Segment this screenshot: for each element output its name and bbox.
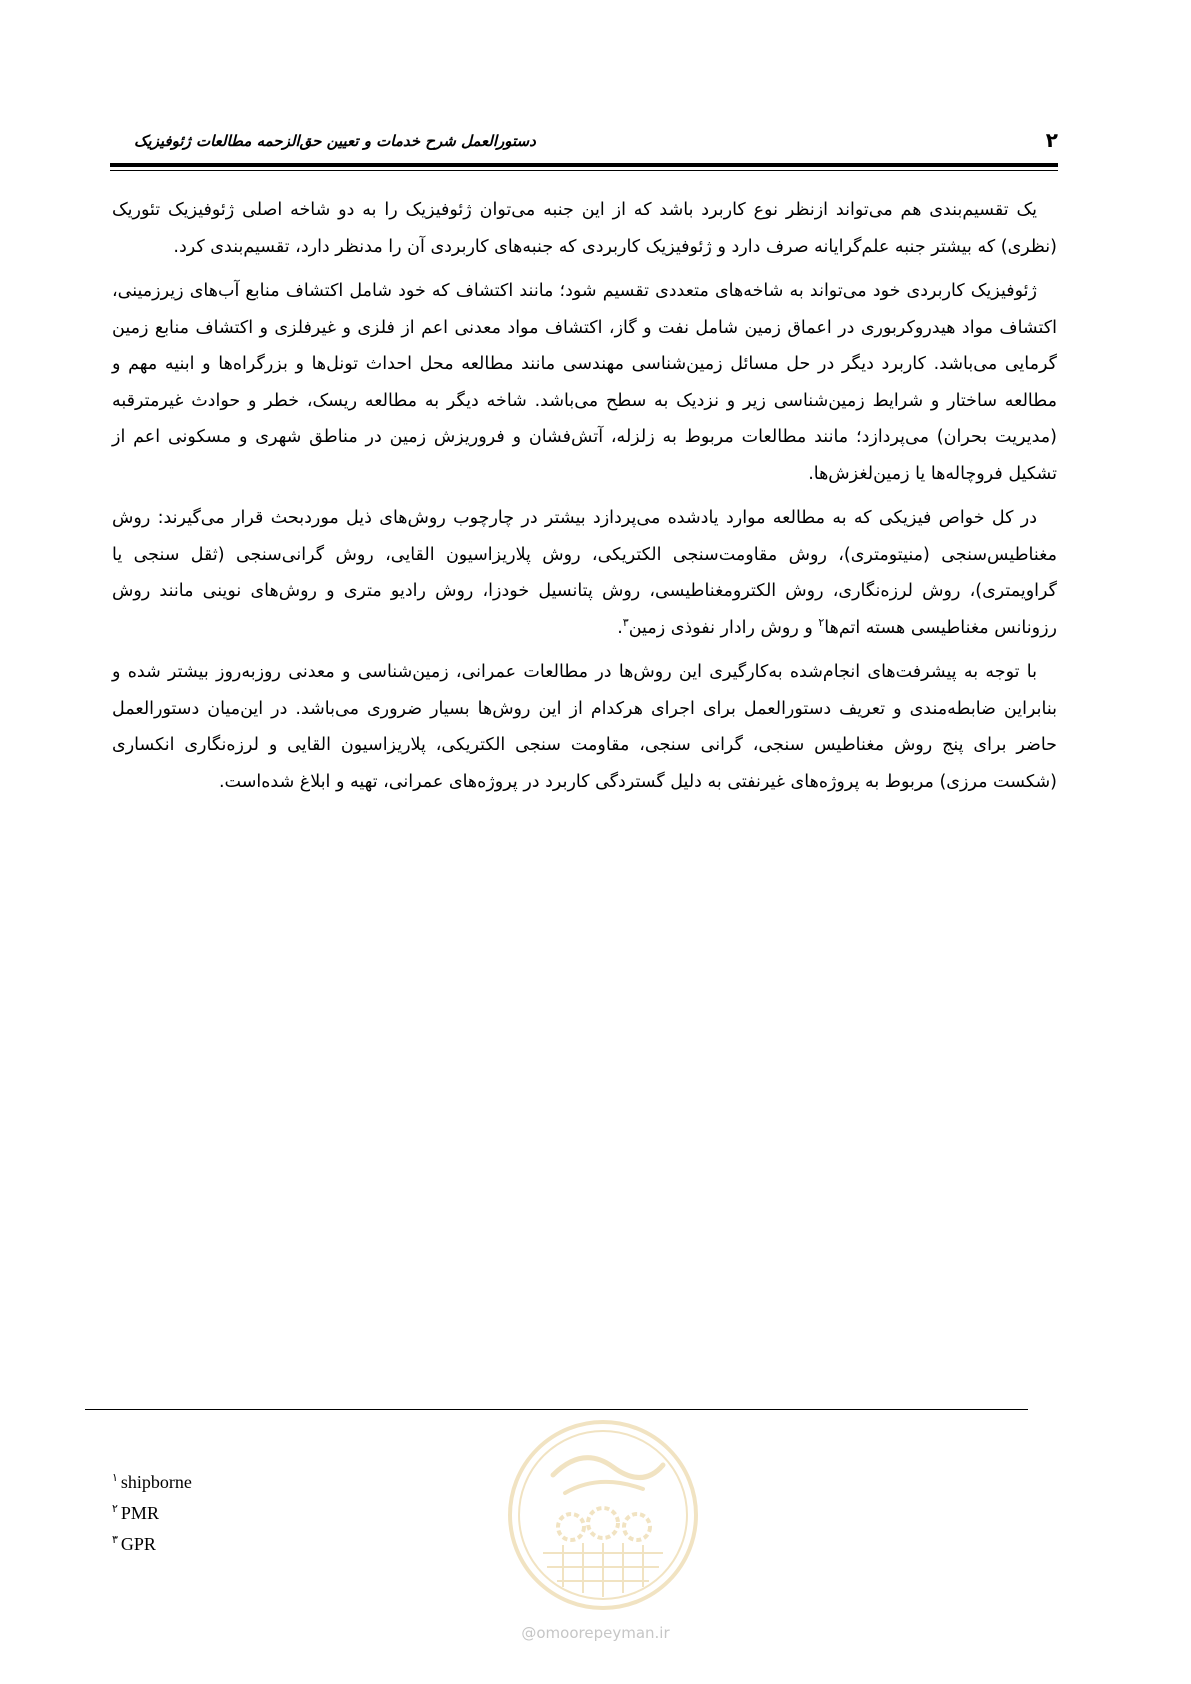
paragraph-text: . bbox=[617, 617, 623, 638]
footnote-text: PMR bbox=[120, 1503, 159, 1523]
paragraph-text: در کل خواص فیزیکی که به مطالعه موارد یادشده می‌پردازد بیشتر در چارچوب روش‌های ذیل موردبحث قرار می‌گیرند: روش مغناطیس‌سنجی (منیتومتری)، روش مقاومت‌سنجی الکتریکی، روش پلاریزاسیون القایی، روش گرانی‌سنجی (ثقل سنجی یا گراویمتری)، روش لرزه‌نگاری، روش الکترومغناطیسی، روش پتانسیل خودزا، روش رادیو متری و روش‌های نوینی مانند روش رزونانس مغناطیسی هسته اتم‌ها bbox=[112, 508, 1057, 638]
paragraph: با توجه به پیشرفت‌های انجام‌شده به‌کارگیری این روش‌ها در مطالعات عمرانی، زمین‌شناسی و معدنی روزبه‌روز بیشتر شده و بنابراین ضابطه‌مندی و تعریف دستورالعمل برای اجرای هرکدام از این روش‌ها بسیار ضروری می‌باشد. در این‌میان دستورالعمل حاضر برای پنج روش مغناطیس سنجی، گرانی سنجی، مقاومت سنجی الکتریکی، پلاریزاسیون القایی و لرزه‌نگاری انکساری (شکست مرزی) مربوط به پروژه‌های غیرنفتی به دلیل گستردگی کاربرد در پروژه‌های عمرانی، تهیه و ابلاغ شده‌است. bbox=[112, 662, 1057, 792]
watermark-seal-icon bbox=[503, 1415, 703, 1615]
footnote bbox=[112, 1496, 192, 1527]
footnote bbox=[112, 1527, 192, 1558]
footnote-number: ۲ bbox=[112, 1503, 118, 1515]
footnote-text: GPR bbox=[120, 1534, 156, 1554]
running-title: دستورالعمل شرح خدمات و تعیین حق‌الزحمه مطالعات ژئوفیزیک bbox=[134, 132, 536, 150]
page-header bbox=[110, 128, 1058, 156]
page-number: ۲ bbox=[1045, 128, 1058, 152]
header-rule bbox=[110, 163, 1058, 167]
watermark-url: @omoorepeyman.ir bbox=[521, 1624, 670, 1642]
footnote-rule bbox=[85, 1409, 1028, 1410]
body-text bbox=[112, 192, 1057, 808]
footnote-text: shipborne bbox=[120, 1472, 192, 1492]
footnote-number: ۳ bbox=[112, 1534, 118, 1546]
paragraph bbox=[112, 500, 1057, 646]
footnote bbox=[112, 1465, 192, 1496]
footnote-number: ۱ bbox=[112, 1472, 118, 1484]
paragraph-text: و روش رادار نفوذی زمین bbox=[628, 617, 819, 638]
footnote-ref[interactable]: ۲ bbox=[818, 615, 825, 629]
header-rule-thin bbox=[110, 170, 1058, 171]
footnotes bbox=[112, 1465, 192, 1558]
paragraph: ژئوفیزیک کاربردی خود می‌تواند به شاخه‌های متعددی تقسیم شود؛ مانند اکتشاف که خود شامل اکتشاف منابع آب‌های زیرزمینی، اکتشاف مواد هیدروکربوری در اعماق زمین شامل نفت و گاز، اکتشاف مواد معدنی اعم از فلزی و غیرفلزی و اکتشاف منابع زمین گرمایی می‌باشد. کاربرد دیگر در حل مسائل زمین‌شناسی مهندسی مانند مطالعه محل احداث تونل‌ها و بزرگراه‌ها و ابنیه مهم و مطالعه ساختار و شرایط زمین‌شناسی زیر و نزدیک به سطح می‌باشد. شاخه دیگر به مطالعه ریسک، خطر و حوادث غیرمترقبه (مدیریت بحران) می‌پردازد؛ مانند مطالعات مربوط به زلزله، آتش‌فشان و فروریزش زمین در مناطق شهری و مسکونی اعم از تشکیل فروچاله‌ها یا زمین‌لغزش‌ها. bbox=[112, 281, 1057, 484]
paragraph: یک تقسیم‌بندی هم می‌تواند ازنظر نوع کاربرد باشد که از این جنبه می‌توان ژئوفیزیک را به دو شاخه اصلی ژئوفیزیک تئوریک (نظری) که بیشتر جنبه علم‌گرایانه صرف دارد و ژئوفیزیک کاربردی که جنبه‌های کاربردی آن را مدنظر دارد، تقسیم‌بندی کرد. bbox=[112, 200, 1057, 257]
footnote-ref[interactable]: ۳ bbox=[622, 615, 629, 629]
